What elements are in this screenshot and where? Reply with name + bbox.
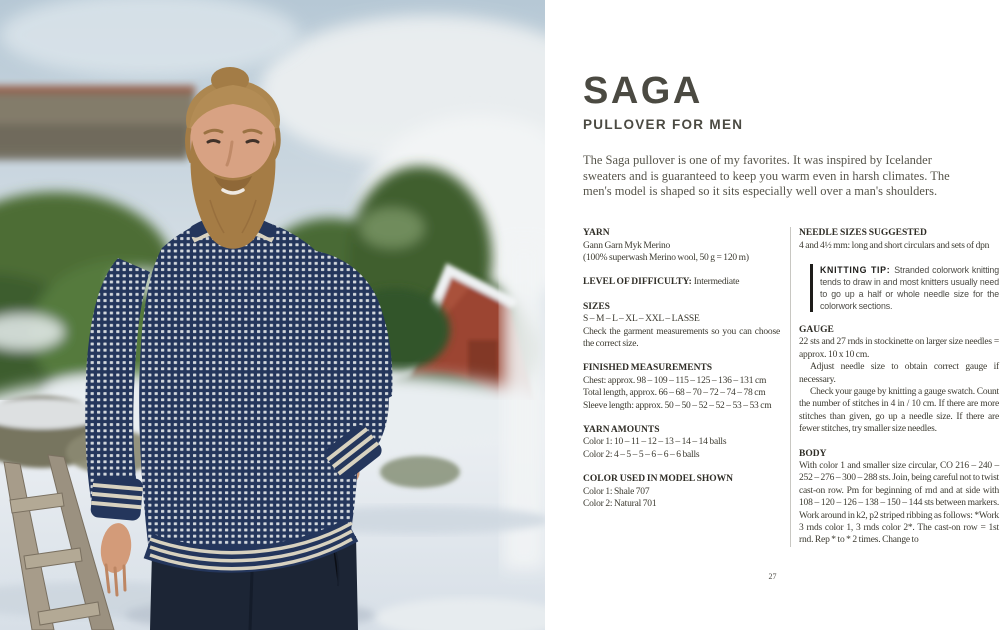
pattern-column-right	[790, 227, 999, 547]
pattern-column-left	[583, 227, 790, 547]
pattern-section	[583, 276, 780, 288]
pattern-paragraph: Sleeve length: approx. 50 – 50 – 52 – 52 – 53 – 53 cm	[583, 400, 772, 411]
pattern-section	[583, 424, 780, 461]
section-heading: YARN AMOUNTS	[583, 424, 660, 435]
tip-vertical-bar	[810, 264, 813, 312]
pattern-section	[583, 362, 780, 412]
page-title: SAGA	[583, 70, 703, 112]
pattern-paragraph: Color 2: 4 – 5 – 5 – 6 – 6 – 6 balls	[583, 449, 700, 460]
pattern-section	[799, 227, 999, 252]
section-heading: NEEDLE SIZES SUGGESTED	[799, 228, 927, 239]
pattern-paragraph: Color 1: 10 – 11 – 12 – 13 – 14 – 14 balls	[583, 437, 727, 448]
section-heading: LEVEL OF DIFFICULTY:	[583, 277, 694, 288]
pattern-section	[799, 324, 999, 436]
page-number: 27	[768, 572, 777, 581]
section-heading: FINISHED MEASUREMENTS	[583, 363, 713, 374]
section-heading: COLOR USED IN MODEL SHOWN	[583, 474, 734, 485]
pattern-paragraph: Color 2: Natural 701	[583, 499, 657, 510]
section-heading: BODY	[799, 448, 827, 459]
pattern-paragraph: Check your gauge by knitting a gauge swatch. Count the number of stitches in 4 in / 10 cm. If there are more stitches than given, go up a needle size. If there are fewer stitches, try smaller size needles.	[799, 386, 999, 435]
pattern-paragraph: Total length, approx. 66 – 68 – 70 – 72 – 74 – 78 cm	[583, 388, 766, 399]
pattern-paragraph: Color 1: Shale 707	[583, 486, 650, 497]
pattern-paragraph: Adjust needle size to obtain correct gauge if necessary.	[799, 362, 999, 385]
intro-line: sweaters and is guaranteed to keep you warm even in harsh climates. The	[583, 168, 950, 183]
intro-line: men's model is shaped so it sits especially well over a man's shoulders.	[583, 184, 938, 199]
section-heading: SIZES	[583, 301, 610, 312]
pattern-paragraph: LEVEL OF DIFFICULTY: Intermediate	[583, 277, 740, 288]
pattern-paragraph: Chest: approx. 98 – 109 – 115 – 125 – 136 – 131 cm	[583, 375, 767, 386]
pattern-section	[583, 227, 780, 264]
title-block	[545, 0, 1000, 132]
pattern-paragraph: (100% superwash Merino wool, 50 g = 120 m)	[583, 252, 749, 263]
knitting-tip-box	[810, 264, 999, 312]
pattern-section	[799, 448, 999, 547]
intro-paragraph	[583, 153, 998, 200]
section-heading: YARN	[583, 228, 610, 239]
pattern-paragraph: S – M – L – XL – XXL – LASSE	[583, 314, 700, 325]
tip-text: KNITTING TIP: Stranded colorwork knitting tends to draw in and most knitters usually need to go up a half or whole needle size for the colorwork sections.	[820, 264, 999, 311]
pattern-section	[583, 301, 780, 351]
pattern-page	[545, 0, 1000, 630]
pattern-paragraph: Gann Garn Myk Merino	[583, 240, 671, 251]
section-heading: GAUGE	[799, 324, 834, 335]
pattern-paragraph: 4 and 4½ mm: long and short circulars and sets of dpn	[799, 240, 990, 251]
left-cuff	[90, 475, 143, 521]
pattern-paragraph: Check the garment measurements so you can choose the correct size.	[583, 326, 780, 349]
pattern-paragraph: With color 1 and smaller size circular, CO 216 – 240 – 252 – 276 – 300 – 288 sts. Join, being careful not to twist cast-on row. Pm for beginning of rnd and at side with 108 – 120 – 126 – 138 – 150 – 144 sts between markers. Work around in k2, p2 striped ribbing as follows: *Work 3 rnds color 1, 3 rnds color 2*. The cast-on row = 1st rnd. Rep * to * 2 times. Change to	[799, 460, 999, 546]
stone-wall	[0, 86, 195, 160]
intro-line: The Saga pullover is one of my favorites. It was inspired by Icelander	[583, 153, 932, 167]
pattern-paragraph: 22 sts and 27 rnds in stockinette on larger size needles = approx. 10 x 10 cm.	[799, 337, 999, 360]
page-subtitle: PULLOVER FOR MEN	[583, 117, 744, 132]
tip-label: KNITTING TIP:	[820, 264, 895, 275]
pattern-columns	[583, 227, 1000, 547]
pattern-section	[583, 473, 780, 510]
